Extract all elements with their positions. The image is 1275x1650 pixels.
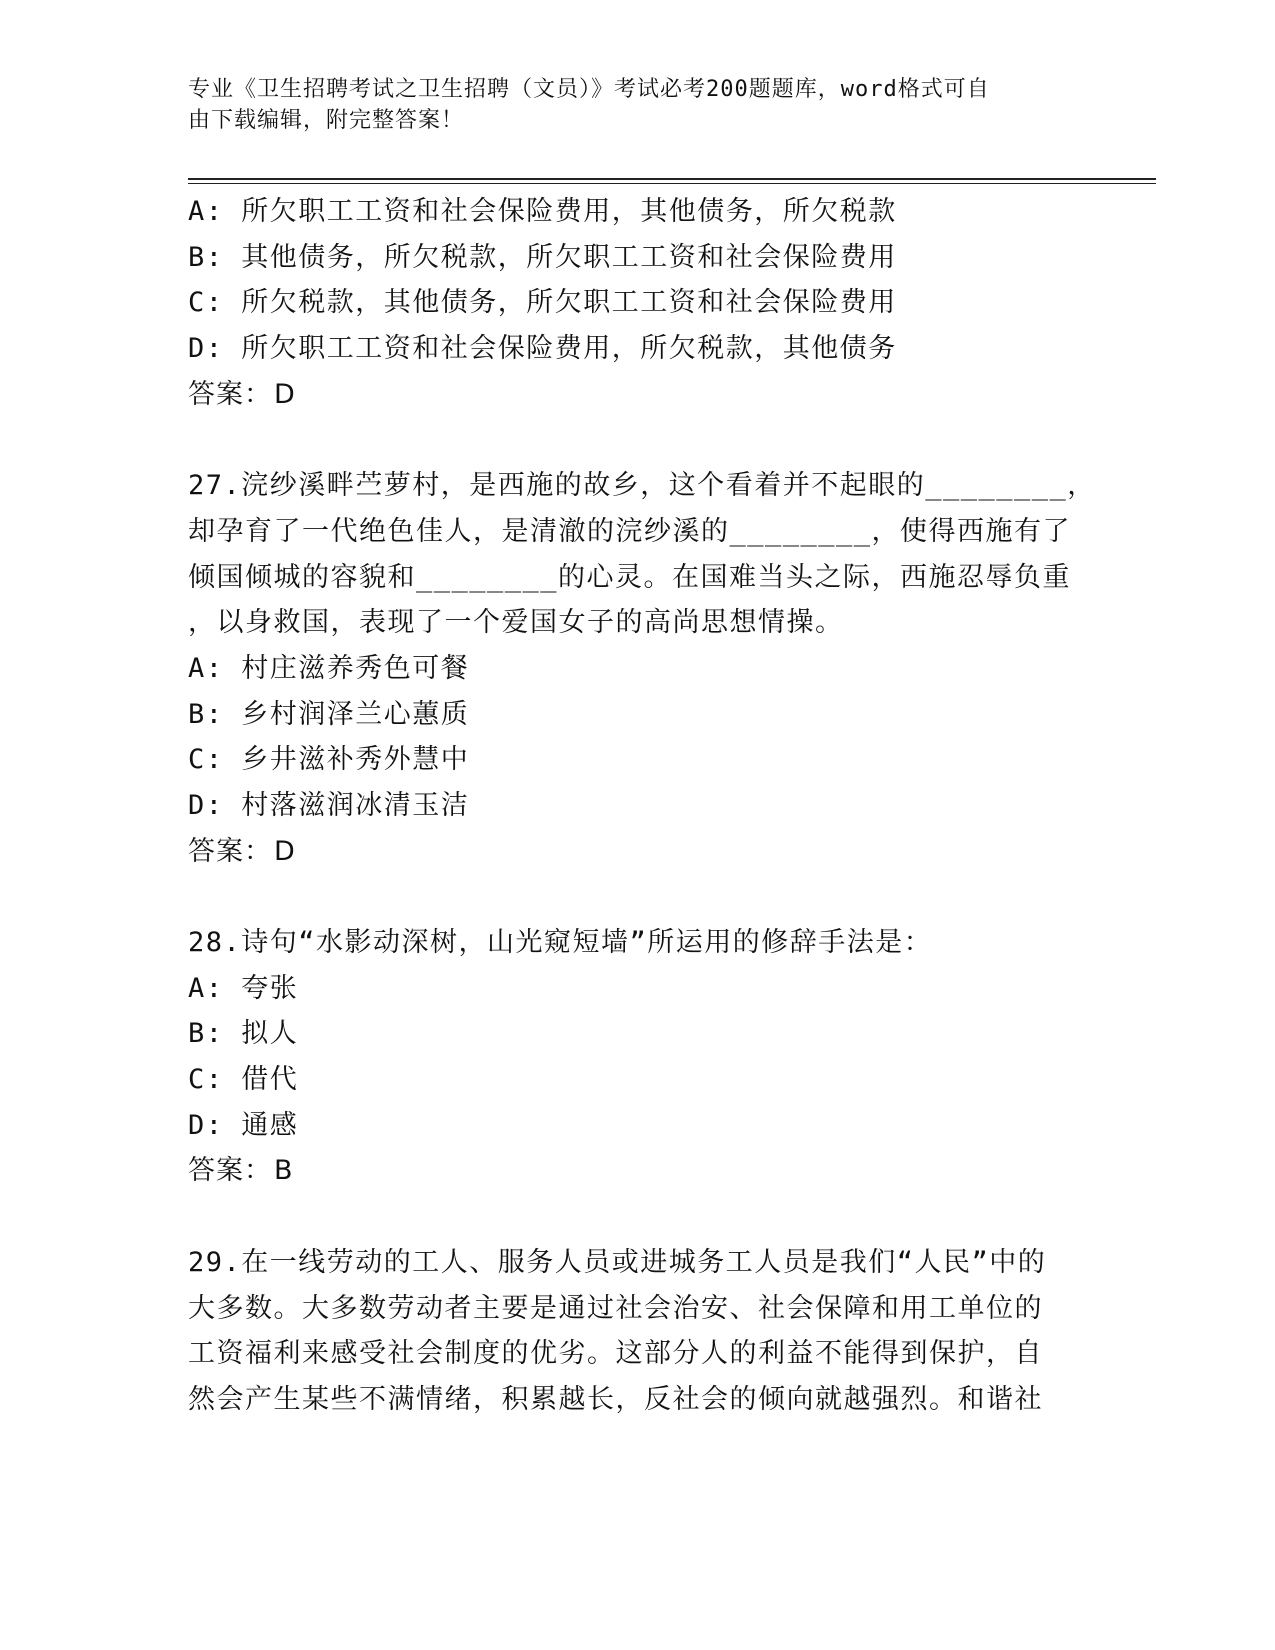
stem-line: 倾国倾城的容貌和________的心灵。在国难当头之际，西施忍辱负重 (188, 561, 1072, 593)
stem-line: 却孕育了一代绝色佳人，是清澈的浣纱溪的________，使得西施有了 (188, 515, 1072, 547)
stem-line: 27.浣纱溪畔苎萝村，是西施的故乡，这个看着并不起眼的________， (188, 470, 1096, 502)
document-body (188, 189, 1096, 1423)
answer-value: B (274, 1155, 293, 1187)
stem-line: 29.在一线劳动的工人、服务人员或进城务工人员是我们“人民”中的 (188, 1246, 1047, 1278)
option-a: A: 所欠职工工资和社会保险费用，其他债务，所欠税款 (188, 196, 897, 227)
option-b: B: 其他债务，所欠税款，所欠职工工资和社会保险费用 (188, 241, 897, 273)
question-28-answer (188, 1148, 1088, 1194)
header-line-2: 由下载编辑，附完整答案！ (188, 108, 465, 133)
option-c: C: 所欠税款，其他债务，所欠职工工资和社会保险费用 (188, 287, 897, 319)
option-d: D: 通感 (188, 1109, 299, 1141)
answer-label: 答案： (188, 835, 272, 867)
spacer (188, 417, 1088, 463)
answer-value: D (274, 835, 295, 867)
answer-value: D (274, 378, 295, 410)
option-b: B: 拟人 (188, 1018, 299, 1050)
stem-line: 工资福利来感受社会制度的优劣。这部分人的利益不能得到保护，自 (188, 1338, 1043, 1370)
option-c: C: 借代 (188, 1064, 299, 1096)
option-c: C: 乡井滋补秀外慧中 (188, 744, 470, 776)
question-27-answer (188, 829, 1088, 875)
option-d: D: 所欠职工工资和社会保险费用，所欠税款，其他债务 (188, 333, 897, 365)
spacer (188, 874, 1088, 920)
stem-line: 大多数。大多数劳动者主要是通过社会治安、社会保障和用工单位的 (188, 1292, 1043, 1324)
question-27-stem (188, 463, 1096, 646)
spacer (188, 1194, 1088, 1240)
question-27-options (188, 646, 1088, 829)
option-d: D: 村落滋润冰清玉洁 (188, 789, 470, 821)
question-28-stem (188, 920, 1088, 966)
answer-label: 答案： (188, 1155, 272, 1187)
option-b: B: 乡村润泽兰心蕙质 (188, 698, 470, 730)
header-divider-thick (188, 178, 1156, 180)
option-a: A: 村庄滋养秀色可餐 (188, 652, 470, 684)
stem-line: 28.诗句“水影动深树，山光窥短墙”所运用的修辞手法是： (188, 927, 933, 958)
header-divider-thin (188, 183, 1156, 184)
answer-label: 答案： (188, 378, 272, 410)
question-26-options (188, 189, 1088, 372)
option-a: A: 夸张 (188, 972, 299, 1004)
stem-line: ，以身救国，表现了一个爱国女子的高尚思想情操。 (188, 607, 844, 639)
header-line-1: 专业《卫生招聘考试之卫生招聘（文员）》考试必考200题题库，word格式可自 (188, 77, 990, 102)
question-29-stem (188, 1240, 1088, 1423)
question-28-options (188, 966, 1088, 1149)
page-header (188, 74, 1068, 136)
stem-line: 然会产生某些不满情绪，积累越长，反社会的倾向就越强烈。和谐社 (188, 1383, 1043, 1415)
question-26-answer (188, 372, 1088, 418)
